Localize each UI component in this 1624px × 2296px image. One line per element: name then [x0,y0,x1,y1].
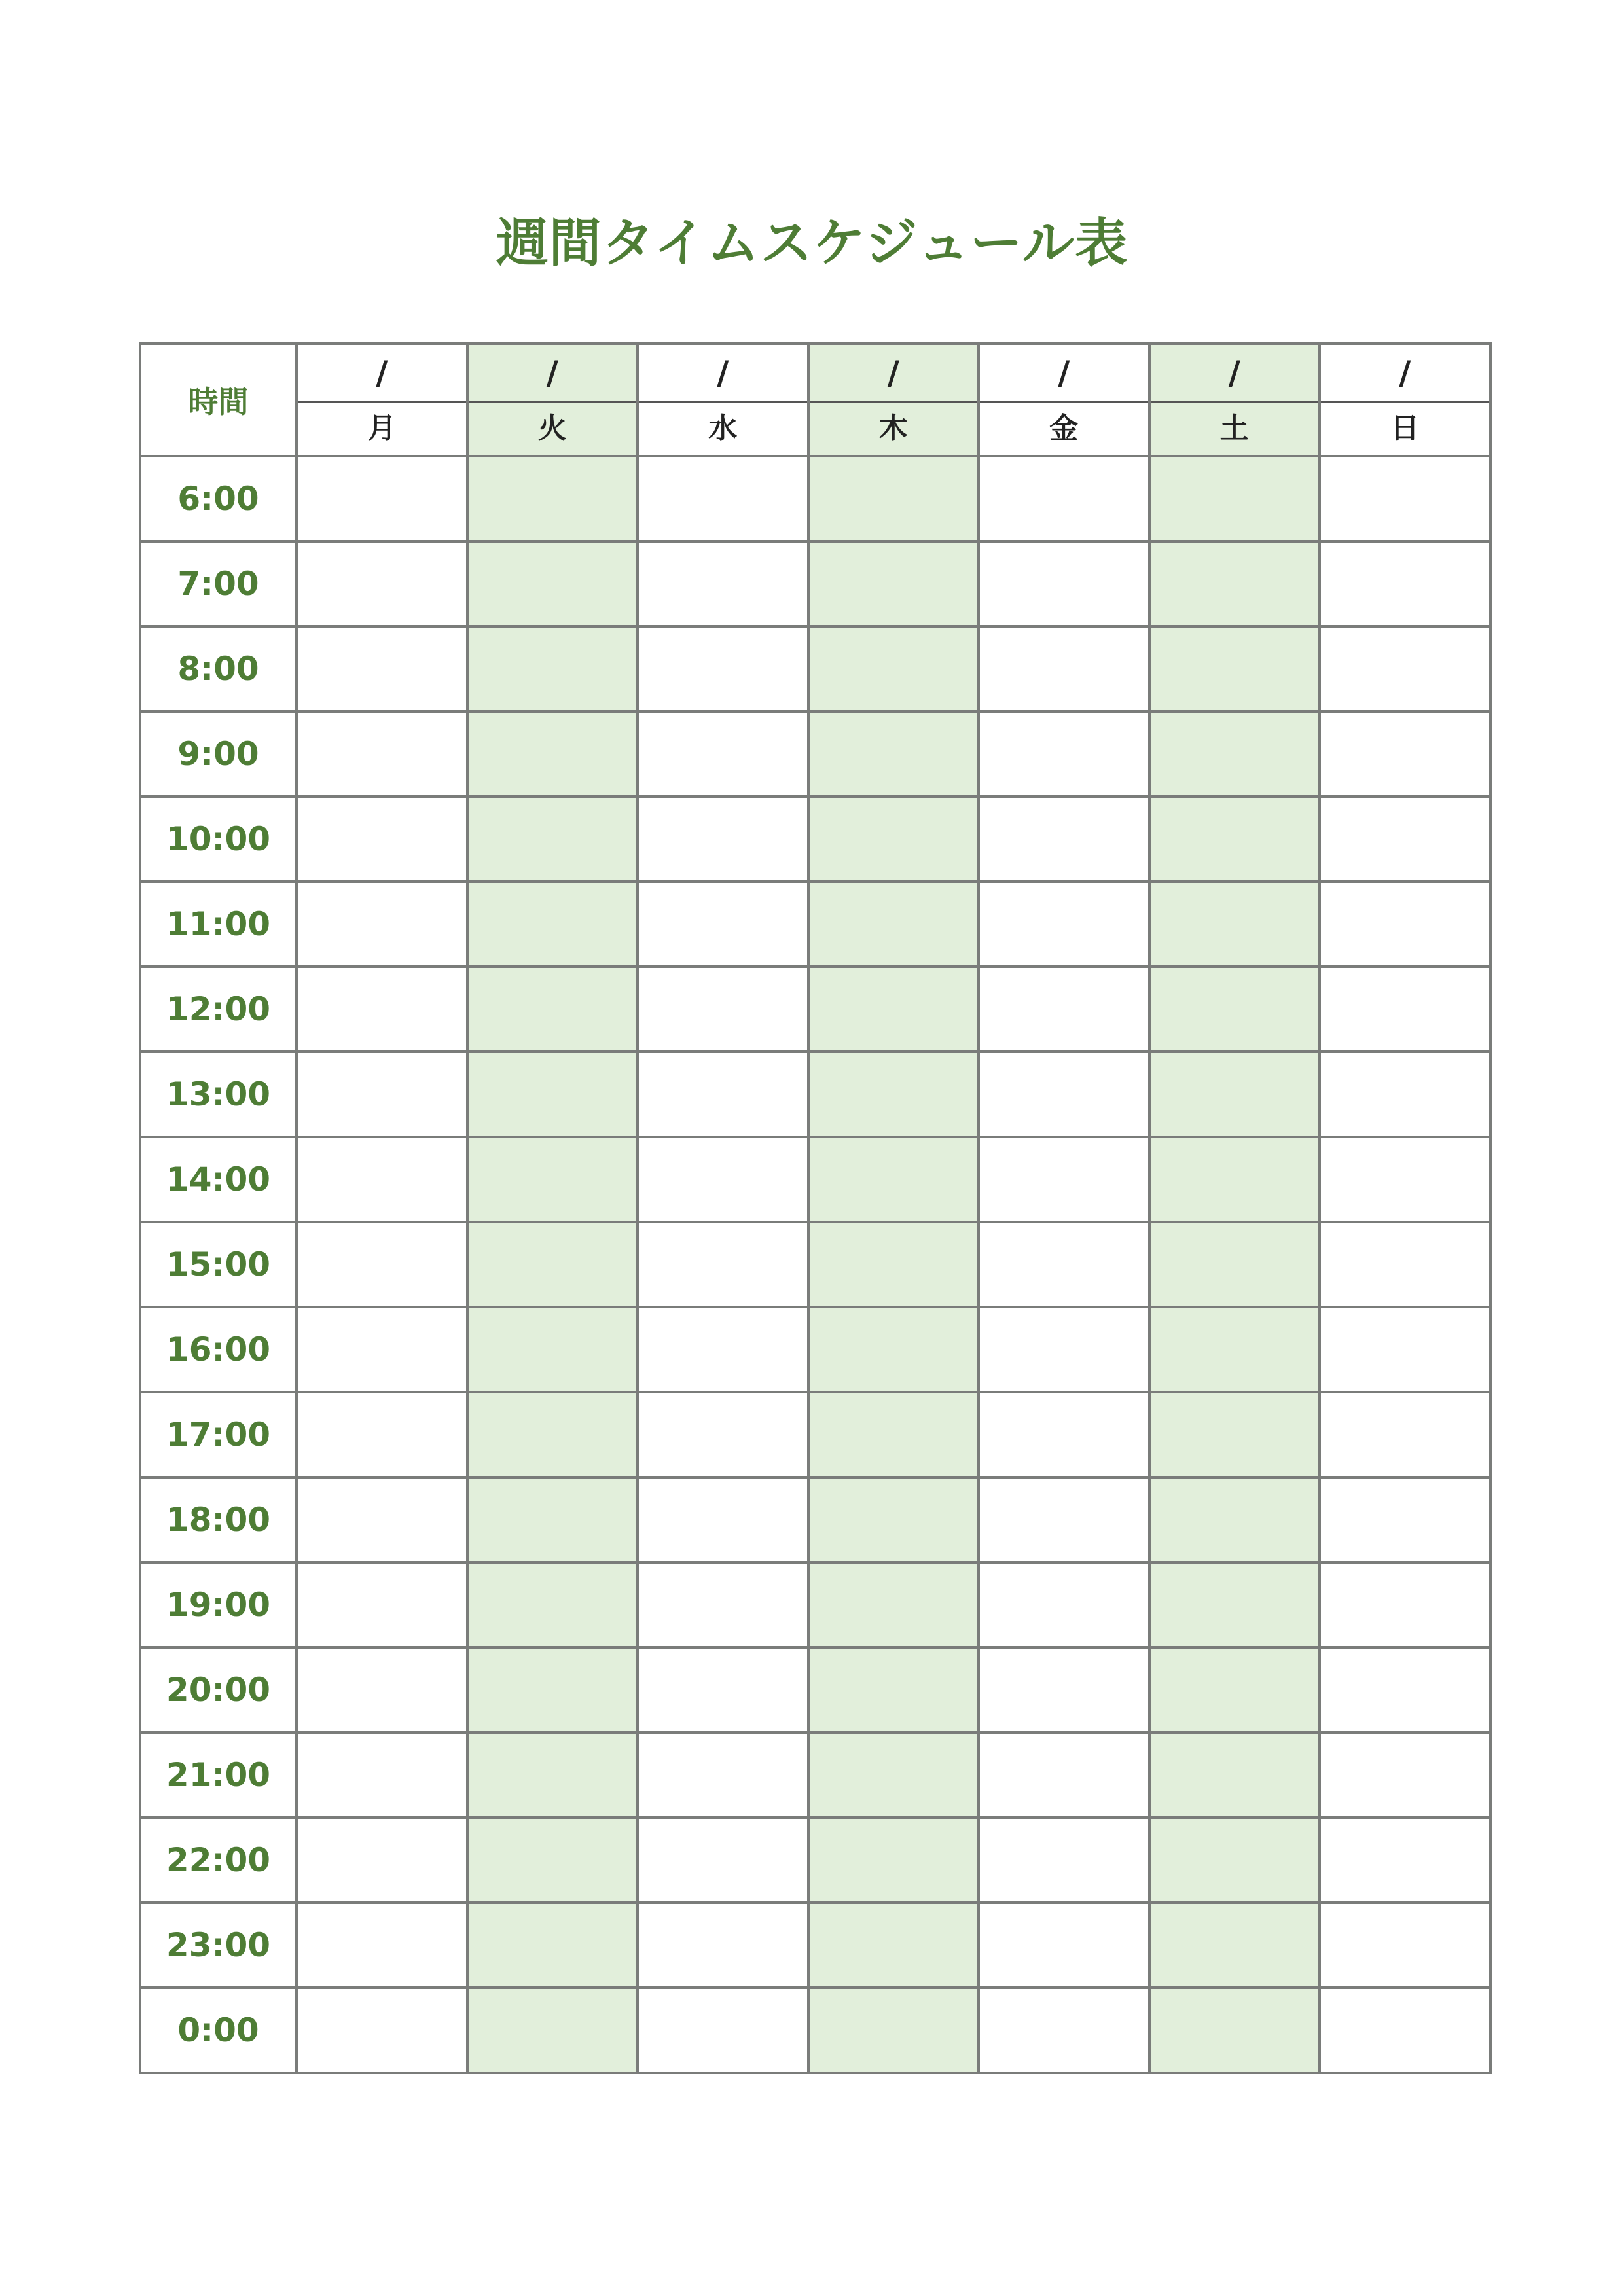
day-name: 火 [537,412,567,445]
time-row [140,1477,1490,1562]
schedule-cell[interactable] [1149,882,1320,967]
schedule-cell[interactable] [297,626,467,711]
schedule-cell[interactable] [638,1392,808,1477]
schedule-cell[interactable] [1320,456,1490,541]
schedule-cell[interactable] [297,541,467,626]
schedule-cell[interactable] [1149,1222,1320,1307]
schedule-cell[interactable] [467,1818,638,1903]
schedule-cell[interactable] [808,882,979,967]
schedule-cell[interactable] [467,1732,638,1818]
schedule-cell[interactable] [638,1818,808,1903]
schedule-cell[interactable] [297,1222,467,1307]
day-header [467,344,638,456]
schedule-cell[interactable] [638,1647,808,1732]
schedule-cell[interactable] [979,456,1149,541]
header-row [140,344,1490,456]
schedule-cell[interactable] [979,967,1149,1052]
schedule-cell[interactable] [297,797,467,882]
time-row [140,1137,1490,1222]
schedule-cell[interactable] [297,967,467,1052]
day-header [297,344,467,456]
schedule-cell[interactable] [808,626,979,711]
time-row [140,456,1490,541]
schedule-cell[interactable] [467,1307,638,1392]
schedule-cell[interactable] [1149,456,1320,541]
schedule-cell[interactable] [467,541,638,626]
day-date-field[interactable]: / [639,345,807,403]
schedule-cell[interactable] [467,1137,638,1222]
time-row [140,1647,1490,1732]
schedule-cell[interactable] [808,1988,979,2073]
schedule-cell[interactable] [1149,711,1320,797]
schedule-cell[interactable] [808,1137,979,1222]
schedule-cell[interactable] [1149,797,1320,882]
schedule-cell[interactable] [467,797,638,882]
schedule-cell[interactable] [1149,1732,1320,1818]
day-name: 日 [1390,412,1420,445]
time-label: 15:00 [140,1222,297,1307]
time-label: 23:00 [140,1903,297,1988]
schedule-cell[interactable] [297,1562,467,1647]
schedule-cell[interactable] [297,456,467,541]
schedule-cell[interactable] [1149,1307,1320,1392]
schedule-cell[interactable] [808,1818,979,1903]
schedule-cell[interactable] [297,1988,467,2073]
schedule-cell[interactable] [297,1647,467,1732]
schedule-cell[interactable] [638,541,808,626]
day-name: 木 [878,412,908,445]
schedule-cell[interactable] [979,1562,1149,1647]
schedule-cell[interactable] [1320,711,1490,797]
schedule-cell[interactable] [638,1903,808,1988]
schedule-cell[interactable] [1320,1307,1490,1392]
schedule-cell[interactable] [467,1988,638,2073]
schedule-cell[interactable] [297,711,467,797]
day-name: 水 [708,412,738,445]
schedule-cell[interactable] [1149,1903,1320,1988]
time-label: 7:00 [140,541,297,626]
day-date-field[interactable]: / [469,345,637,403]
schedule-cell[interactable] [297,1307,467,1392]
schedule-cell[interactable] [638,882,808,967]
schedule-cell[interactable] [297,1818,467,1903]
schedule-cell[interactable] [467,967,638,1052]
schedule-cell[interactable] [638,1307,808,1392]
schedule-cell[interactable] [638,1222,808,1307]
time-label: 18:00 [140,1477,297,1562]
schedule-cell[interactable] [808,711,979,797]
schedule-cell[interactable] [979,882,1149,967]
time-label: 10:00 [140,797,297,882]
schedule-cell[interactable] [467,1903,638,1988]
time-row [140,1818,1490,1903]
schedule-cell[interactable] [1149,1052,1320,1137]
schedule-cell[interactable] [808,1647,979,1732]
schedule-cell[interactable] [1320,1903,1490,1988]
time-row [140,1222,1490,1307]
schedule-cell[interactable] [297,1732,467,1818]
schedule-cell[interactable] [808,1222,979,1307]
schedule-cell[interactable] [467,711,638,797]
schedule-cell[interactable] [297,1392,467,1477]
time-column-header: 時間 [140,344,297,456]
schedule-cell[interactable] [808,456,979,541]
time-row [140,1732,1490,1818]
schedule-cell[interactable] [979,541,1149,626]
time-row [140,1392,1490,1477]
time-label: 9:00 [140,711,297,797]
schedule-cell[interactable] [979,1818,1149,1903]
day-date-field[interactable]: / [1321,345,1489,403]
schedule-cell[interactable] [808,1562,979,1647]
schedule-cell[interactable] [467,456,638,541]
schedule-cell[interactable] [979,1392,1149,1477]
time-row [140,797,1490,882]
schedule-cell[interactable] [1320,1137,1490,1222]
schedule-cell[interactable] [1320,1052,1490,1137]
schedule-cell[interactable] [979,1732,1149,1818]
time-label: 11:00 [140,882,297,967]
schedule-cell[interactable] [808,967,979,1052]
schedule-cell[interactable] [297,882,467,967]
schedule-cell[interactable] [808,1903,979,1988]
schedule-cell[interactable] [808,1052,979,1137]
time-label: 8:00 [140,626,297,711]
schedule-table [139,342,1492,2074]
schedule-cell[interactable] [1320,1988,1490,2073]
schedule-cell[interactable] [1320,1222,1490,1307]
schedule-cell[interactable] [467,1392,638,1477]
schedule-cell[interactable] [1320,1392,1490,1477]
schedule-cell[interactable] [467,1647,638,1732]
time-row [140,1988,1490,2073]
time-label: 16:00 [140,1307,297,1392]
schedule-cell[interactable] [638,1732,808,1818]
schedule-cell[interactable] [808,541,979,626]
time-row [140,1562,1490,1647]
schedule-body [140,456,1490,2073]
schedule-cell[interactable] [638,967,808,1052]
day-name: 土 [1219,412,1249,445]
schedule-cell[interactable] [467,882,638,967]
schedule-cell[interactable] [1149,1392,1320,1477]
schedule-cell[interactable] [979,1137,1149,1222]
schedule-cell[interactable] [1320,626,1490,711]
schedule-cell[interactable] [979,797,1149,882]
time-row [140,967,1490,1052]
schedule-cell[interactable] [638,1988,808,2073]
schedule-cell[interactable] [638,1477,808,1562]
time-label: 21:00 [140,1732,297,1818]
day-date-field[interactable]: / [980,345,1148,403]
schedule-cell[interactable] [979,711,1149,797]
schedule-cell[interactable] [467,1222,638,1307]
day-name: 金 [1049,412,1079,445]
time-label: 20:00 [140,1647,297,1732]
schedule-cell[interactable] [467,1052,638,1137]
day-header [808,344,979,456]
schedule-cell[interactable] [1320,797,1490,882]
time-row [140,626,1490,711]
schedule-cell[interactable] [808,1307,979,1392]
page-title: 週間タイムスケジュール表 [496,213,1128,274]
time-label: 13:00 [140,1052,297,1137]
schedule-cell[interactable] [1320,967,1490,1052]
time-label: 6:00 [140,456,297,541]
schedule-cell[interactable] [808,797,979,882]
schedule-cell[interactable] [1320,541,1490,626]
schedule-cell[interactable] [1320,1477,1490,1562]
day-header [638,344,808,456]
schedule-cell[interactable] [979,1222,1149,1307]
schedule-cell[interactable] [1149,1988,1320,2073]
time-label: 22:00 [140,1818,297,1903]
schedule-cell[interactable] [979,1477,1149,1562]
schedule-cell[interactable] [979,1903,1149,1988]
schedule-cell[interactable] [638,1562,808,1647]
schedule-cell[interactable] [979,1988,1149,2073]
schedule-cell[interactable] [1149,626,1320,711]
schedule-cell[interactable] [467,626,638,711]
schedule-cell[interactable] [638,1052,808,1137]
time-row [140,1307,1490,1392]
schedule-cell[interactable] [1320,1818,1490,1903]
schedule-cell[interactable] [808,1392,979,1477]
schedule-cell[interactable] [1149,1562,1320,1647]
day-date-field[interactable]: / [810,345,978,403]
schedule-cell[interactable] [979,626,1149,711]
schedule-cell[interactable] [297,1137,467,1222]
schedule-cell[interactable] [808,1732,979,1818]
schedule-cell[interactable] [297,1052,467,1137]
schedule-cell[interactable] [1320,1732,1490,1818]
schedule-cell[interactable] [1149,1818,1320,1903]
time-row [140,882,1490,967]
time-row [140,711,1490,797]
time-label: 17:00 [140,1392,297,1477]
time-label: 0:00 [140,1988,297,2073]
schedule-cell[interactable] [467,1562,638,1647]
schedule-cell[interactable] [638,1137,808,1222]
schedule-cell[interactable] [979,1647,1149,1732]
schedule-cell[interactable] [297,1477,467,1562]
day-date-field[interactable]: / [298,345,466,403]
schedule-cell[interactable] [979,1307,1149,1392]
schedule-cell[interactable] [979,1052,1149,1137]
schedule-cell[interactable] [638,626,808,711]
day-name: 月 [367,412,397,445]
time-row [140,1903,1490,1988]
schedule-cell[interactable] [1149,541,1320,626]
day-date-field[interactable]: / [1151,345,1319,403]
day-header [1320,344,1490,456]
schedule-cell[interactable] [1149,1137,1320,1222]
schedule-cell[interactable] [1149,967,1320,1052]
day-header [979,344,1149,456]
time-label: 12:00 [140,967,297,1052]
schedule-cell[interactable] [1149,1477,1320,1562]
schedule-cell[interactable] [1320,1647,1490,1732]
schedule-cell[interactable] [1320,1562,1490,1647]
schedule-cell[interactable] [297,1903,467,1988]
time-row [140,541,1490,626]
time-label: 19:00 [140,1562,297,1647]
schedule-cell[interactable] [1320,882,1490,967]
schedule-cell[interactable] [808,1477,979,1562]
schedule-cell[interactable] [638,711,808,797]
schedule-cell[interactable] [467,1477,638,1562]
time-label: 14:00 [140,1137,297,1222]
time-row [140,1052,1490,1137]
schedule-cell[interactable] [1149,1647,1320,1732]
schedule-cell[interactable] [638,797,808,882]
schedule-cell[interactable] [638,456,808,541]
day-header [1149,344,1320,456]
